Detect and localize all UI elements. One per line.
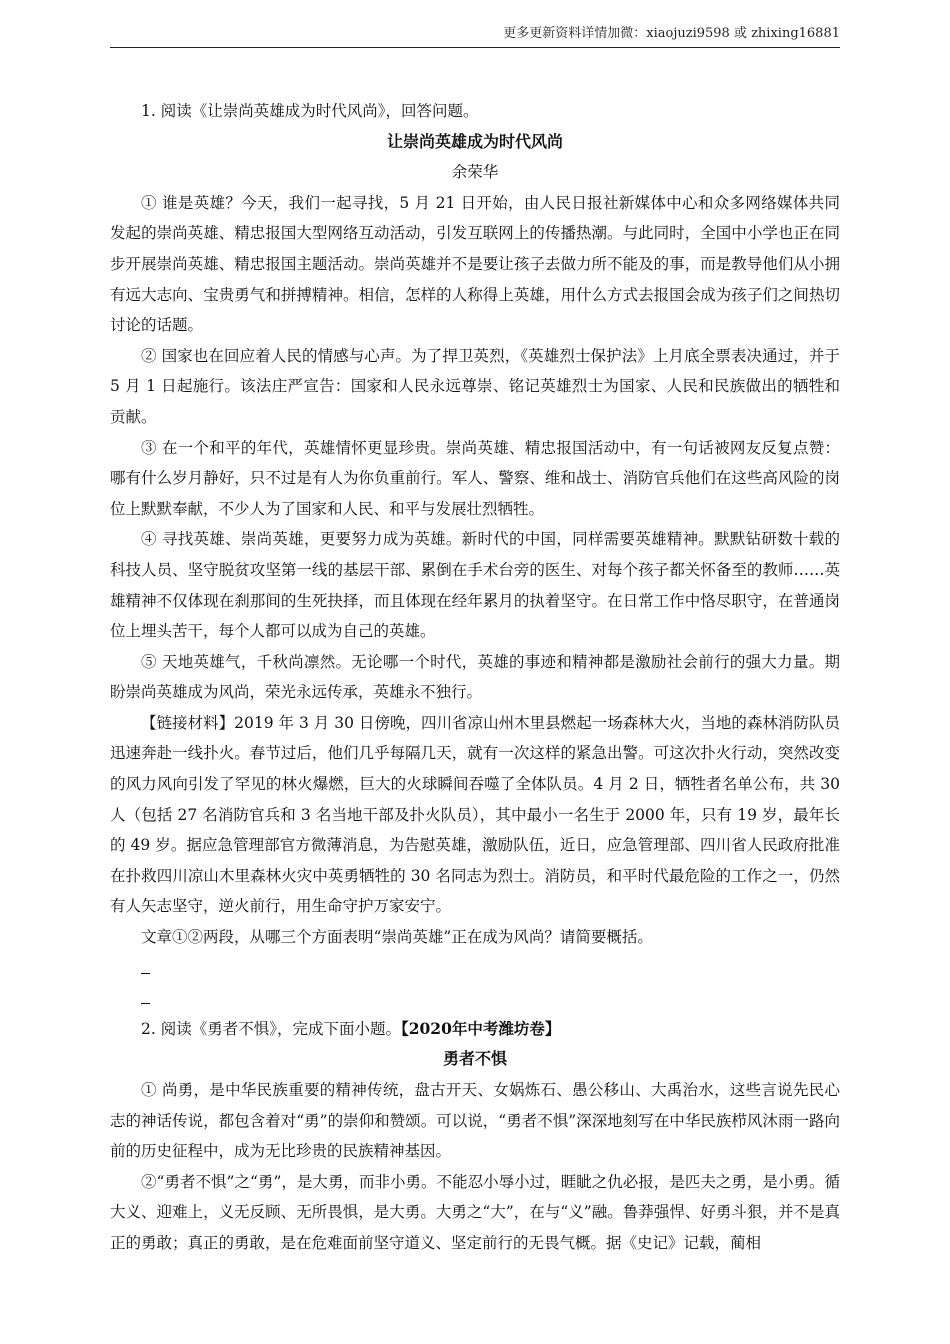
article-1-paragraph-1: ① 谁是英雄？今天，我们一起寻找，5 月 21 日开始，由人民日报社新媒体中心和众多网络媒体共同发起的崇尚英雄、精忠报国大型网络互动活动，引发互联网上的传播热潮。与此同时，全国中小学也正在同步开展崇尚英雄、精忠报国主题活动。崇尚英雄并不是要让孩子去做力所不能及的事，而是教导他们从小拥有远大志向、宝贵勇气和拼搏精神。相信，怎样的人称得上英雄，用什么方式去报国会成为孩子们之间热切讨论的话题。: [110, 193, 840, 335]
question-2-prompt-text: 2. 阅读《勇者不惧》，完成下面小题。: [141, 1019, 401, 1038]
article-2-paragraph-1: ① 尚勇，是中华民族重要的精神传统，盘古开天、女娲炼石、愚公移山、大禹治水，这些言说先民心志的神话传说，都包含着对“勇”的崇仰和赞颂。可以说，“勇者不惧”深深地刻写在中华民族栉风沐雨一路向前的历史征程中，成为无比珍贵的民族精神基因。: [110, 1081, 840, 1161]
answer-blank-1[interactable]: [110, 953, 840, 984]
page-header: 更多更新资料详情加微：xiaojuzi9598 或 zhixing16881: [110, 22, 840, 48]
article-1-title: 让崇尚英雄成为时代风尚: [386, 131, 563, 151]
article-2-paragraph-2: ②“勇者不惧”之“勇”，是大勇，而非小勇。不能忍小辱小过，睚眦之仇必报，是匹夫之勇，是小勇。循大义、迎难上，义无反顾、无所畏惧，是大勇。大勇之“大”，在与“义”融。鲁莽强悍、好勇斗狠，并不是真正的勇敢；真正的勇敢，是在危难面前坚守道义、坚定前行的无畏气概。据《史记》记载，蔺相: [110, 1172, 840, 1252]
article-1-paragraph-3: ③ 在一个和平的年代，英雄情怀更显珍贵。崇尚英雄、精忠报国活动中，有一句话被网友反复点赞：哪有什么岁月静好，只不过是有人为你负重前行。军人、警察、维和战士、消防官兵他们在这些高风险的岗位上默默奉献，不少人为了国家和人民、和平与发展壮烈牺牲。: [110, 438, 840, 518]
link-material-label: 【链接材料】: [141, 713, 235, 732]
link-material-text: 2019 年 3 月 30 日傍晚，四川省凉山州木里县燃起一场森林大火，当地的森林消防队员迅速奔赴一线扑火。春节过后，他们几乎每隔几天，就有一次这样的紧急出警。可这次扑火行动，突然改变的风力风向引发了罕见的林火爆燃，巨大的火球瞬间吞噬了全体队员。4 月 2 日，牺牲者名单公布，共 30 人（包括 27 名消防官兵和 3 名当地干部及扑火队员），其中最小一名生于 2000 年，只有 19 岁，最年长的 49 岁。据应急管理部官方微薄消息，为告慰英雄，激励队伍，近日，应急管理部、四川省人民政府批准在扑救四川凉山木里森林火灾中英勇牺牲的 30 名同志为烈士。消防员，和平时代最危险的工作之一，仍然有人矢志坚守，逆火前行，用生命守护万家安宁。: [110, 713, 840, 916]
answer-blank-2[interactable]: [110, 983, 840, 1014]
question-2-source: 【2020年中考潍坊卷】: [400, 1018, 561, 1038]
article-1-paragraph-2: ② 国家也在回应着人民的情感与心声。为了捍卫英烈，《英雄烈士保护法》上月底全票表决通过，并于 5 月 1 日起施行。该法庄严宣告：国家和人民永远尊崇、铭记英雄烈士为国家、人民和民族做出的牺牲和贡献。: [110, 346, 840, 426]
article-2-title: 勇者不惧: [442, 1049, 507, 1069]
document-body: [110, 96, 840, 1259]
article-1-paragraph-5: ⑤ 天地英雄气，千秋尚凛然。无论哪一个时代，英雄的事迹和精神都是激励社会前行的强大力量。期盼崇尚英雄成为风尚，荣光永远传承，英雄永不独行。: [110, 652, 840, 702]
article-1-author: 余荣华: [451, 163, 499, 182]
article-1-paragraph-4: ④ 寻找英雄、崇尚英雄，更要努力成为英雄。新时代的中国，同样需要英雄精神。默默钻研数十载的科技人员、坚守脱贫攻坚第一线的基层干部、累倒在手术台旁的医生、对每个孩子都关怀备至的教师……英雄精神不仅体现在刹那间的生死抉择，而且体现在经年累月的执着坚守。在日常工作中恪尽职守，在普通岗位上埋头苦干，每个人都可以成为自己的英雄。: [110, 530, 840, 641]
question-1-prompt: 1. 阅读《让崇尚英雄成为时代风尚》，回答问题。: [141, 102, 479, 120]
question-1-text: 文章①②两段，从哪三个方面表明“崇尚英雄”正在成为风尚？请简要概括。: [141, 928, 653, 947]
link-material: [110, 708, 840, 922]
question-2-prompt: [110, 1014, 840, 1045]
